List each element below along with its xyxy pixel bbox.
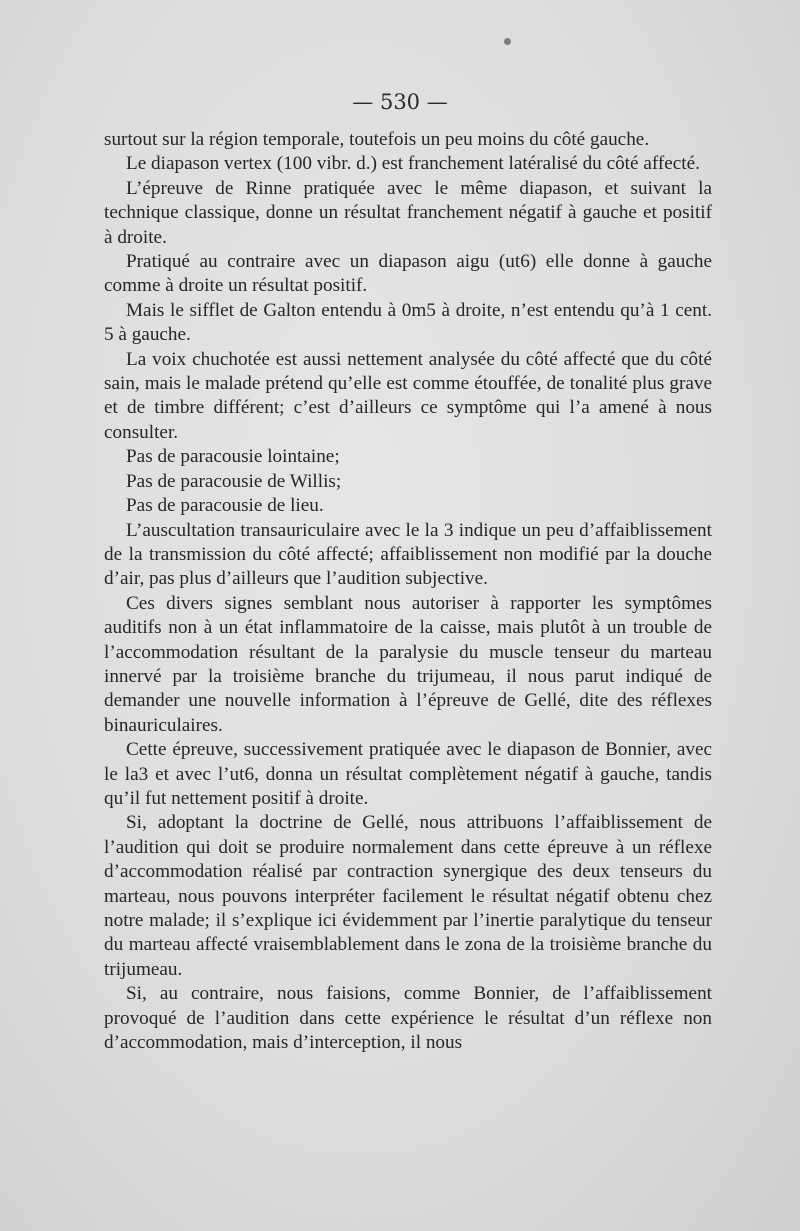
list-item-3: Pas de paracousie de lieu. [126, 495, 324, 517]
paragraph-1: surtout sur la région temporale, toutefois un peu moins du côté gauche. [104, 129, 650, 150]
page-number: — 530 — [352, 90, 448, 114]
paragraph-10: Si, adoptant la doctrine de Gellé, nous attribuons l’affaiblissement de l’audition qui doit se produire normalement dans cette épreuve à un réflexe d’accommodation réalisé par contraction synergique des deux tenseurs du marteau, nous pouvons interpréter facilement le résultat négatif obtenu chez notre malade; il s’explique ici évidemment par l’inertie paralytique du tenseur du marteau affecté vraisemblablement dans le zona de la troisième branche du trijumeau. [104, 812, 712, 980]
list-item-2: Pas de paracousie de Willis; [126, 470, 342, 492]
ink-smudge [504, 38, 511, 45]
body-text [104, 128, 712, 1055]
paragraph-11: Si, au contraire, nous faisions, comme Bonnier, de l’affaiblissement provoqué de l’audition dans cette expérience le résultat d’un réflexe non d’accommodation, mais d’interception, il nous [104, 983, 712, 1054]
paragraph-5: Mais le sifflet de Galton entendu à 0m5 à droite, n’est entendu qu’à 1 cent. 5 à gauche. [104, 299, 712, 346]
paragraph-3: L’épreuve de Rinne pratiquée avec le même diapason, et suivant la technique classique, donne un résultat franchement négatif à gauche et positif à droite. [104, 177, 712, 248]
paragraph-2: Le diapason vertex (100 vibr. d.) est franchement latéralisé du côté affecté. [126, 153, 700, 175]
paragraph-8: Ces divers signes semblant nous autoriser à rapporter les symptômes auditifs non à un état inflammatoire de la caisse, mais plutôt à un trouble de l’accommodation résultant de la paralysie du muscle tenseur du marteau innervé par la troisième branche du trijumeau, il nous parut indiqué de demander une nouvelle information à l’épreuve de Gellé, dite des réflexes binauriculaires. [104, 592, 712, 736]
paragraph-6: La voix chuchotée est aussi nettement analysée du côté affecté que du côté sain, mais le malade prétend qu’elle est comme étouffée, de tonalité plus grave et de timbre différent; c’est d’ailleurs ce symptôme qui l’a amené à nous consulter. [104, 348, 712, 443]
paragraph-9: Cette épreuve, successivement pratiquée avec le diapason de Bonnier, avec le la3 et avec l’ut6, donna un résultat complètement négatif à gauche, tandis qu’il fut nettement positif à droite. [104, 739, 712, 809]
list-item-1: Pas de paracousie lointaine; [126, 446, 340, 468]
paragraph-7: L’auscultation transauriculaire avec le la 3 indique un peu d’affaiblissement de la transmission du côté affecté; affaiblissement non modifié par la douche d’air, pas plus d’ailleurs que l’audition subjective. [104, 519, 712, 590]
paragraph-4: Pratiqué au contraire avec un diapason aigu (ut6) elle donne à gauche comme à droite un résultat positif. [104, 251, 712, 297]
